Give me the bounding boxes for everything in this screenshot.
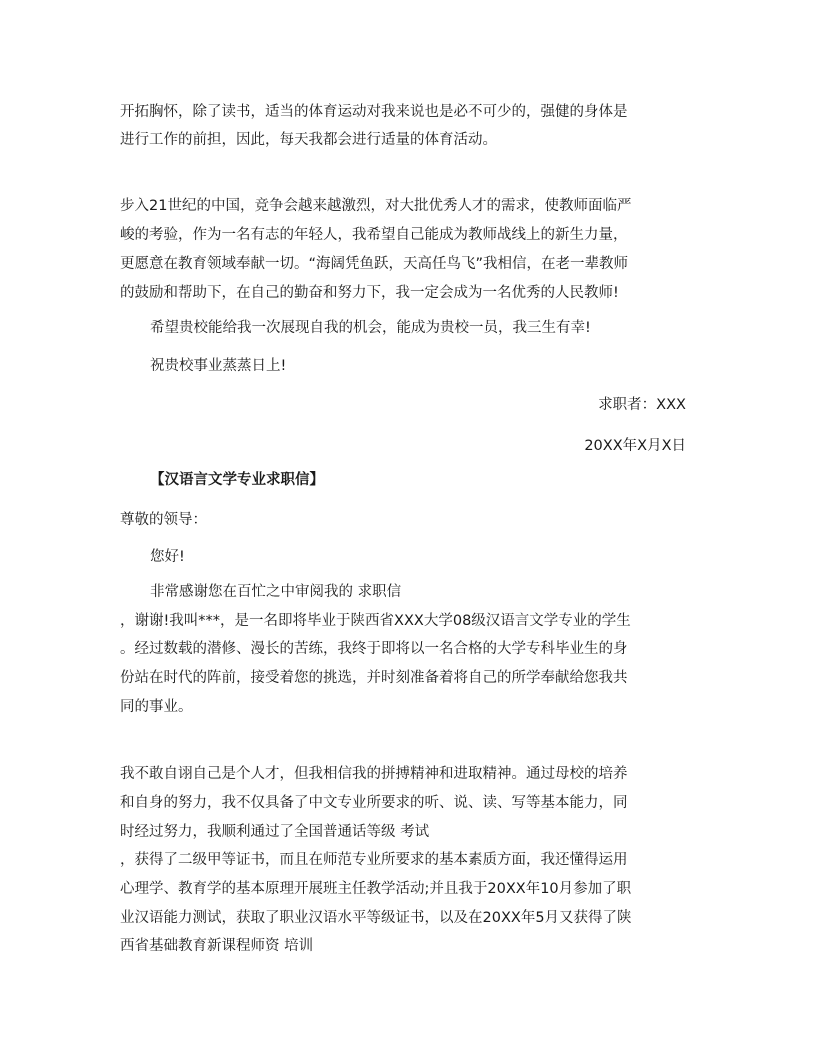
paragraph-line: 同的事业。 <box>120 699 193 715</box>
paragraph-line: 的鼓励和帮助下，在自己的勤奋和努力下，我一定会成为一名优秀的人民教师! <box>120 285 619 301</box>
paragraph-line: 希望贵校能给我一次展现自我的机会，能成为贵校一员，我三生有幸! <box>150 320 591 336</box>
paragraph-line: 非常感谢您在百忙之中审阅我的 求职信 <box>150 584 402 600</box>
paragraph-line: 开拓胸怀，除了读书，适当的体育运动对我来说也是必不可少的，强健的身体是 <box>120 104 628 120</box>
paragraph-line: ，获得了二级甲等证书，而且在师范专业所要求的基本素质方面，我还懂得运用 <box>120 852 628 868</box>
paragraph-line: 步入21世纪的中国，竞争会越来越激烈，对大批优秀人才的需求，使教师面临严 <box>120 198 632 214</box>
paragraph-line: ，谢谢!我叫***，是一名即将毕业于陕西省XXX大学08级汉语言文学专业的学生 <box>120 613 631 629</box>
paragraph-line: 峻的考验，作为一名有志的年轻人，我希望自己能成为教师战线上的新生力量， <box>120 227 628 243</box>
paragraph-line: 祝贵校事业蒸蒸日上! <box>150 358 287 374</box>
section-title: 【汉语言文学专业求职信】 <box>150 472 324 488</box>
paragraph-line: 西省基础教育新课程师资 培训 <box>120 938 314 954</box>
paragraph-line: 。经过数载的潜修、漫长的苦练，我终于即将以一名合格的大学专科毕业生的身 <box>120 641 628 657</box>
signature: 求职者：XXX <box>598 397 686 413</box>
paragraph-line: 心理学、教育学的基本原理开展班主任教学活动;并且我于20XX年10月参加了职 <box>120 881 632 897</box>
date: 20XX年X月X日 <box>584 438 686 454</box>
paragraph-line: 和自身的努力，我不仅具备了中文专业所要求的听、说、读、写等基本能力，同 <box>120 795 628 811</box>
paragraph-line: 我不敢自诩自己是个人才，但我相信我的拼搏精神和进取精神。通过母校的培养 <box>120 766 628 782</box>
salutation: 尊敬的领导： <box>120 512 207 528</box>
paragraph-line: 份站在时代的阵前，接受着您的挑选，并时刻准备着将自己的所学奉献给您我共 <box>120 670 628 686</box>
greeting: 您好! <box>150 549 185 565</box>
paragraph-line: 业汉语能力测试，获取了职业汉语水平等级证书，以及在20XX年5月又获得了陕 <box>120 910 632 926</box>
paragraph-line: 更愿意在教育领域奉献一切。“海阔凭鱼跃，天高任鸟飞”我相信，在老一辈教师 <box>120 256 629 272</box>
paragraph-line: 时经过努力，我顺利通过了全国普通话等级 考试 <box>120 824 430 840</box>
paragraph-line: 进行工作的前担，因此，每天我都会进行适量的体育活动。 <box>120 132 497 148</box>
